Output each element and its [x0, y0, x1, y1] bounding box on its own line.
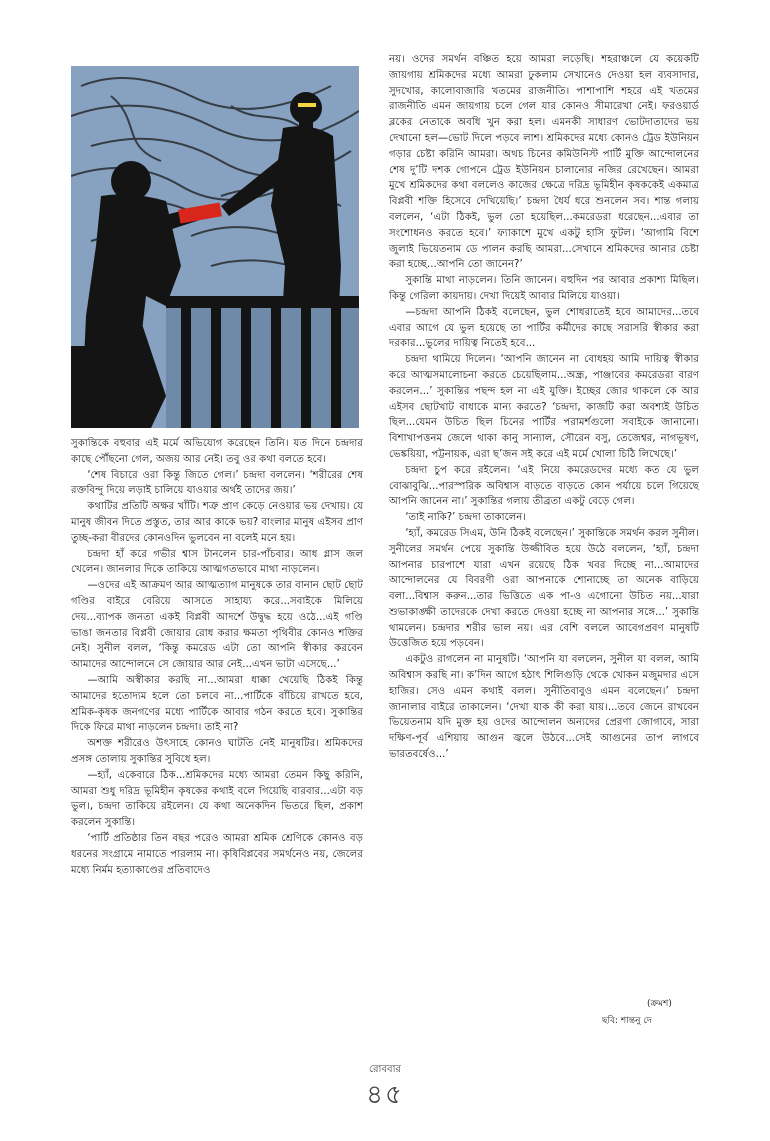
paragraph: —আমি অস্বীকার করছি না...আমরা ধাক্কা খেয়েছি ঠিকই কিন্তু আমাদের হতোদ্যম হলে তো চলবে না...পার্টিকে বাঁচিয়ে রাখতে হবে, শ্রমিক-কৃষক জনগণের মধ্যে পার্টিকে আবার গঠন করতে হবে। সুকান্তির দিকে ফিরে মাথা নাড়লেন চন্দ্রদা। তাই না?	[71, 674, 363, 734]
paragraph: —ওদের এই আক্রমণ আর আত্মত্যাগ মানুষকে তার বানান ছোট ছোট গণ্ডির বাইরে বেরিয়ে আসতে সাহায্য করে...সবাইকে মিলিয়ে দেয়...ব্যাপক জনতা একই বিপ্লবী আদর্শে উদ্বুদ্ধ হয়ে ওঠে...এই গণ্ডি ভাঙা জনতার বিপ্লবী জোয়ার রোধ করার ক্ষমতা পৃথিবীর কোনও শক্তির নেই। সুনীল বলল, ‘কিন্তু কমরেড এটা তো আপনি স্বীকার করবেন আমাদের আন্দোলনে সে জোয়ার আর নেই...এখন ভাটা এসেছে...’	[71, 580, 363, 671]
glasses-highlight	[298, 103, 316, 107]
paragraph: সুকান্তিকে বহুবার এই মর্মে অভিযোগ করেছেন তিনি। যত দিনে চন্দ্রদার কাছে পৌঁছনো গেল, অজয় আর নেই। তবু ওর কথা বলতে হবে।	[71, 438, 363, 465]
page-number: ৪৫	[366, 1080, 404, 1110]
series-note: (ক্রমশ)	[647, 999, 672, 1009]
paragraph: —চন্দ্রদা আপনি ঠিকই বলেছেন, ভুল শোধরাতেই হবে আমাদের...তবে এবার আগে যে ভুল হয়েছে তা পার্টির কর্মীদের কাছে সরাসরি স্বীকার করা দরকার...ভুলের দায়িত্ব নিতেই হবে...	[389, 306, 699, 350]
paragraph: ‘তাই নাকি?’ চন্দ্রদা তাকালেন।	[405, 512, 527, 524]
paragraph: ‘পার্টি প্রতিষ্ঠার তিন বছর পরেও আমরা শ্রমিক শ্রেণিকে কোনও বড় ধরনের সংগ্রামে নামাতে পারলাম না। কৃষিবিপ্লবের সমর্থনেও নয়, জেলের মধ্যে নির্মম হত্যাকাণ্ডের প্রতিবাদেও	[71, 832, 363, 876]
woodcut-illustration	[71, 66, 359, 428]
right-text-column	[389, 52, 699, 763]
left-text-column	[71, 436, 363, 878]
paragraph: —হ্যাঁ, একেবারে ঠিক...শ্রমিকদের মধ্যে আমরা তেমন কিছু করিনি, আমরা শুধু দরিদ্র ভূমিহীন কৃষকের কথাই বলে গিয়েছি বারবার...এটা বড় ভুল।, চন্দ্রদা তাকিয়ে রইলেন। যে কথা অনেকদিন ভিতরে ছিল, প্রকাশ করলেন সুকান্তি।	[71, 769, 363, 829]
paragraph: নয়। ওদের সমর্থন বঞ্চিত হয়ে আমরা লড়েছি। শহরাঞ্চলে যে কয়েকটি জায়গায় শ্রমিকদের মধ্যে আমরা ঢুকলাম সেখানেও দেওয়া হল ব্যবসাদার, সুদখোর, কালোবাজারি খতমের রাজনীতি। পাশাপাশি শহরে এই খতমের রাজনীতি এমন জায়গায় চলে গেল যার কোনও সীমারেখা নেই। ফরওয়ার্ড ব্লকের নেতাকে অবধি খুন করা হল। এমনকী সাধারণ ভোটদাতাদের ভয় দেখানো হল—ভোট দিলে পড়বে লাশ। শ্রমিকদের মধ্যে কোনও ট্রেড ইউনিয়ন গড়ার চেষ্টা করিনি আমরা। অথচ চিনের কমিউনিস্ট পার্টি মুক্তি আন্দোলনের শেষ দু’টি দশক গোপনে ট্রেড ইউনিয়ন চালানোর নজির রেখেছেন। আমরা মুখে শ্রমিকদের কথা বললেও কাজের ক্ষেত্রে দরিদ্র ভূমিহীন কৃষককেই একমাত্র বিপ্লবী শক্তি হিসেবে দেখিয়েছি।’ চন্দ্রদা ধৈর্য ধরে শুনলেন সব। শান্ত গলায় বললেন, ‘এটা ঠিকই, ভুল তো হয়েছিল...কমরেডরা ধরেছেন...এবার তা সংশোধনও করতে হবে।’ ফ্যাকাশে মুখে একটু হাসি ফুটল। ‘আগামি বিশে জুলাই ভিয়েতনাম ডে পালন করছি আমরা...সেখানে শ্রমিকদের আনার চেষ্টা করা হচ্ছে...আপনি তো জানেন?’	[389, 54, 699, 271]
paragraph: একটুও রাগলেন না মানুষটি। ‘আপনি যা বললেন, সুনীল যা বলল, আমি অবিশ্বাস করছি না। ক’দিন আগে হঠাৎ শিলিগুড়ি থেকে খোকন মজুমদার এসে হাজির। সেও এমন কথাই বলল। সুনীতিবাবুও এমন বলেছেন।’ চন্দ্রদা জানালার বাইরে তাকালেন। ‘দেখা যাক কী করা যায়।...তবে জেনে রাখবেন ভিয়েতনাম যদি মুক্ত হয় ওদের আন্দোলন অন্যদের প্রেরণা জোগাবে, সারা দক্ষিণ-পূর্ব এশিয়ায় আগুন জ্বলে উঠবে...সেই আগুনের তাপ লাগবে ভারতবর্ষেও...’	[389, 654, 699, 761]
illustration-credit: ছবি: শান্তনু দে	[602, 1016, 652, 1026]
magazine-name: রোববার	[369, 1064, 401, 1075]
paragraph: কথাটির প্রতিটি অক্ষর খাঁটি। শত্রু প্রাণ কেড়ে নেওয়ার ভয় দেখায়। যে মানুষ জীবন দিতে প্রস্তুত, তার আর কাকে ভয়? বাংলার মানুষ এইসব প্রাণ তুচ্ছ-করা বীরদের কোনওদিন ভুলবেন না বলেই মনে হয়।	[71, 501, 363, 544]
red-book	[178, 202, 222, 223]
paragraph: সুকান্তি মাথা নাড়লেন। তিনি জানেন। বহুদিন পর আবার প্রকাশ্য মিছিল। কিন্তু গেরিলা কায়দায়। দেখা দিয়েই আবার মিলিয়ে যাওয়া।	[389, 275, 699, 302]
story-illustration	[71, 66, 359, 428]
balcony-railing	[166, 296, 359, 428]
paragraph: চন্দ্রদা চুপ করে রইলেন। ‘এই নিয়ে কমরেডদের মধ্যে কত যে ভুল বোঝাবুঝি...পারস্পরিক অবিশ্বাস বাড়তে বাড়তে কোন পর্যায়ে চলে গিয়েছে আপনি জানেন না।’ সুকান্তির গলায় তীব্রতা একটু বেড়ে গেল।	[389, 464, 699, 508]
paragraph: চন্দ্রদা থামিয়ে দিলেন। ‘আপনি জানেন না বোধহয় আমি দায়িত্ব স্বীকার করে আত্মসমালোচনা করতে চেয়েছিলাম...অন্ধ্র, পাঞ্জাবের কমরেডরা বারণ করলেন...’ সুকান্তির পছন্দ হল না এই যুক্তি। ইচ্ছের জোর থাকলে কে আর এইসব ছোটখাট বাধাকে মান্য করতে? ‘চন্দ্রদা, কাজটি করা অবশ্যই উচিত ছিল...যেমন উচিত ছিল চিনের পার্টির পরামর্শগুলো সবাইকে জানানো। বিশাখাপত্তনম জেলে থাকা কানু সান্যাল, সৌরেন বসু, তেজেশ্বর, নাগভূষণ, ভেঙ্কয়িয়া, পট্টনায়ক, এরা ছ’জন সই করে এই মর্মে খোলা চিঠি লিখেছে।’	[389, 354, 700, 460]
paragraph: ‘শেষ বিচারে ওরা কিন্তু জিতে গেল।’ চন্দ্রদা বললেন। ‘শরীরের শেষ রক্তবিন্দু দিয়ে লড়াই চালিয়ে যাওয়ার অর্থই তাদের জয়।’	[71, 469, 363, 497]
paragraph: অশক্ত শরীরেও উৎসাহে কোনও ঘাটতি নেই মানুষটির। শ্রমিকদের প্রসঙ্গ তোলায় সুকান্তির সুবিধে হল।	[71, 738, 363, 765]
paragraph: ‘হ্যাঁ, কমরেড সিএম, উনি ঠিকই বলেছেন।’ সুকান্তিকে সমর্থন করল সুনীল। সুনীলের সমর্থন পেয়ে সুকান্তি উজ্জীবিত হয়ে উঠে বললেন, ‘হ্যাঁ, চন্দ্রদা আপনার চারপাশে যারা এখন রয়েছে ঠিক খবর দিচ্ছে না...আমাদের আন্দোলনের যে বিবরণী ওরা আপনাকে শোনাচ্ছে তা অনেক বাড়িয়ে বলা...বিশ্বাস করুন...তার ভিত্তিতে এক পা-ও এগোনো উচিত নয়...যারা শুভাকাঙ্ক্ষী তাদেরকে দেখা করতে দেওয়া হচ্ছে না আপনার সঙ্গে...’ সুকান্তি থামলেন। চন্দ্রদার শরীর ভাল নয়। এর বেশি বললে আবেগপ্রবণ মানুষটি উত্তেজিত হয়ে পড়বেন।	[389, 527, 699, 650]
paragraph: চন্দ্রদা হাঁ করে গভীর শ্বাস টানলেন চার-পাঁচবার। আধ গ্লাস জল খেলেন। জানলার দিকে তাকিয়ে আত্মগতভাবে মাথা নাড়লেন।	[71, 548, 363, 576]
